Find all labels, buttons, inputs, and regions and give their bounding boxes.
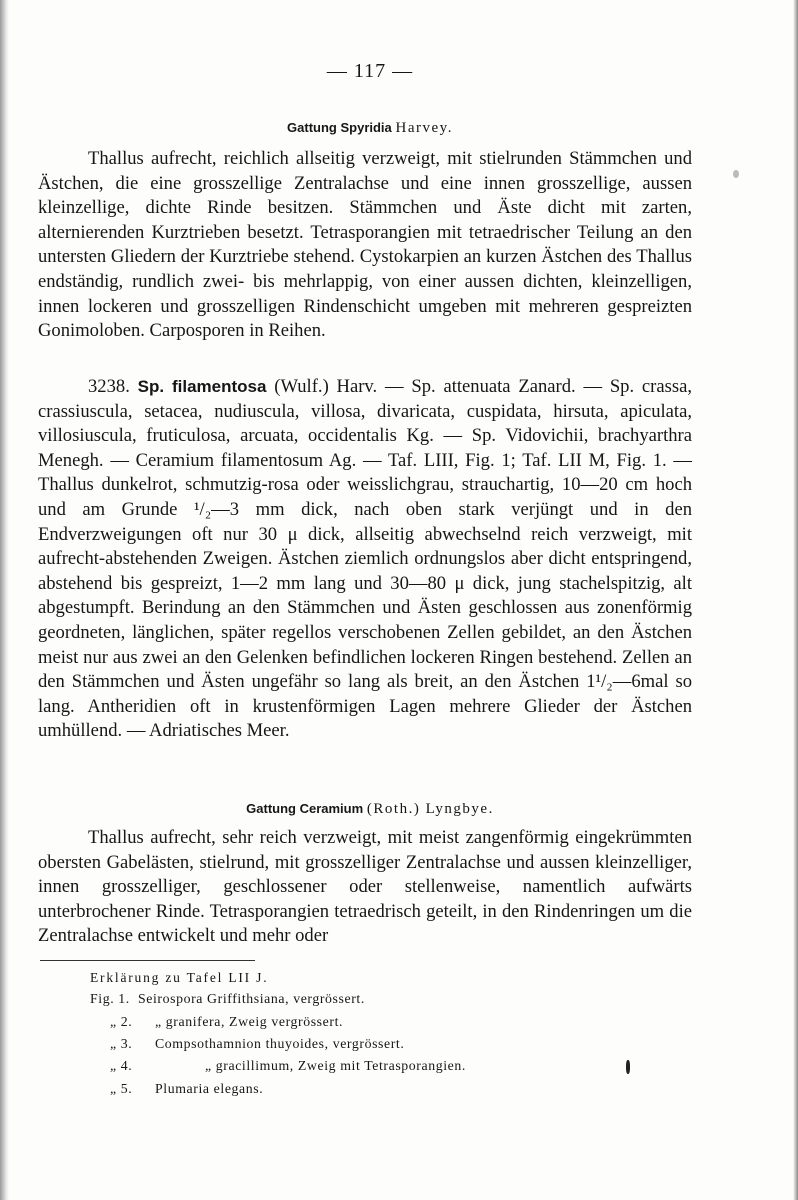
figure-text: Compsothamnion thuyoides, vergrössert. bbox=[155, 1036, 405, 1051]
figure-label: „ 2. bbox=[110, 1014, 133, 1029]
footnote-rule bbox=[40, 960, 255, 961]
genus-label: Gattung Ceramium bbox=[246, 801, 364, 816]
genus-label: Gattung Spyridia bbox=[287, 120, 392, 135]
paper-speck bbox=[626, 1060, 630, 1074]
entry-text: (Wulf.) Harv. — Sp. attenuata Zanard. — Sp. crassa, crassiuscula, setacea, nudiuscula, villosa, divaricata, cuspidata, hirsuta, apiculata, villosiuscula, fruticulosa, arcuata, occidentalis Kg. — Sp. Vidovichii, brachyarthra Menegh. — Ceramium filamentosum Ag. — Taf. LIII, Fig. 1; Taf. LII M, Fig. 1. — Thallus dunkelrot, schmutzig-rosa oder weisslichgrau, strauchartig, 10—20 cm hoch und am Grunde ¹/₂—3 mm dick, nach oben stark verjüngt und in den Endverzweigungen oft nur 30 μ dick, allseitig abwechselnd reich verzweigt, mit aufrecht-abstehenden Zweigen. Ästchen ziemlich ordnungslos aber dicht entspringend, abstehend bis gespreizt, 1—2 mm lang und 30—80 μ dick, jung stachelspitzig, alt abgestumpft. Berindung an den Stämmchen und Ästen geschlossen aus zonenförmig geordneten, länglichen, später regellos verschobenen Zellen gebildet, an den Ästchen meist nur aus zwei an den Gelenken befindlichen lockeren Ringen bestehend. Zellen an den Stämmchen und Ästen ungefähr so lang als breit, an den Ästchen 1¹/₂—6mal so lang. Antheridien oft in krustenförmigen Lagen mehrere Glieder der Ästchen umhüllend. — Adriatisches Meer. bbox=[38, 376, 693, 742]
page-number: — 117 — bbox=[326, 60, 414, 82]
paper-speck bbox=[733, 170, 739, 178]
ceramium-heading bbox=[0, 801, 740, 818]
figure-text: Seirospora Griffithsiana, vergrössert. bbox=[138, 991, 365, 1006]
species-entry bbox=[38, 375, 692, 744]
genus-authority: (Roth.) Lyngbye. bbox=[366, 801, 494, 817]
figure-label: Fig. 1. bbox=[90, 991, 130, 1006]
ceramium-description: Thallus aufrecht, sehr reich verzweigt, mit meist zangenförmig eingekrümmten obersten Gabelästen, stielrund, mit grosszelliger Zentralachse und aussen kleinzelliger, innen grosszelliger, geschlossener oder stellenweise, namentlich aufwärts unterbrochener Rinde. Tetrasporangien tetraedrisch geteilt, in den Rindenringen um die Zentralachse entwickelt und mehr oder bbox=[38, 827, 692, 947]
figure-text: Plumaria elegans. bbox=[155, 1081, 264, 1096]
species-name: Sp. filamentosa bbox=[137, 377, 267, 396]
figure-label: „ 5. bbox=[110, 1081, 133, 1096]
entry-number: 3238. bbox=[88, 376, 130, 397]
page-right-shadow bbox=[793, 0, 798, 1200]
figure-label: „ 4. bbox=[110, 1058, 133, 1073]
spyridia-description: Thallus aufrecht, reichlich allseitig verzweigt, mit stielrunden Stämmchen und Ästchen, die eine grosszellige Zentralachse und eine innen grosszellige, aussen kleinzellige, dichte Rinde besitzen. Stämmchen und Äste dicht mit zarten, alternierenden Kurztrieben besetzt. Tetrasporangien mit tetraedrischer Teilung an den untersten Gliedern der Kurztriebe stehend. Cystokarpien an kurzen Ästchen des Thallus endständig, rundlich zwei- bis mehrlappig, von einer aussen dichten, kleinzelligen, innen lockeren und grosszelligen Rindenschicht umgeben mit mehreren gespreizten Gonimoloben. Carposporen in Reihen. bbox=[38, 148, 692, 342]
figure-text: „ granifera, Zweig vergrössert. bbox=[155, 1014, 344, 1029]
figure-text: „ gracillimum, Zweig mit Tetrasporangien. bbox=[205, 1058, 466, 1073]
plate-explanation-title: Erklärung zu Tafel LII J. bbox=[90, 970, 269, 985]
figure-label: „ 3. bbox=[110, 1036, 133, 1051]
page-edge-shadow bbox=[0, 0, 9, 1200]
genus-authority: Harvey. bbox=[395, 120, 453, 136]
spyridia-heading bbox=[0, 120, 740, 137]
